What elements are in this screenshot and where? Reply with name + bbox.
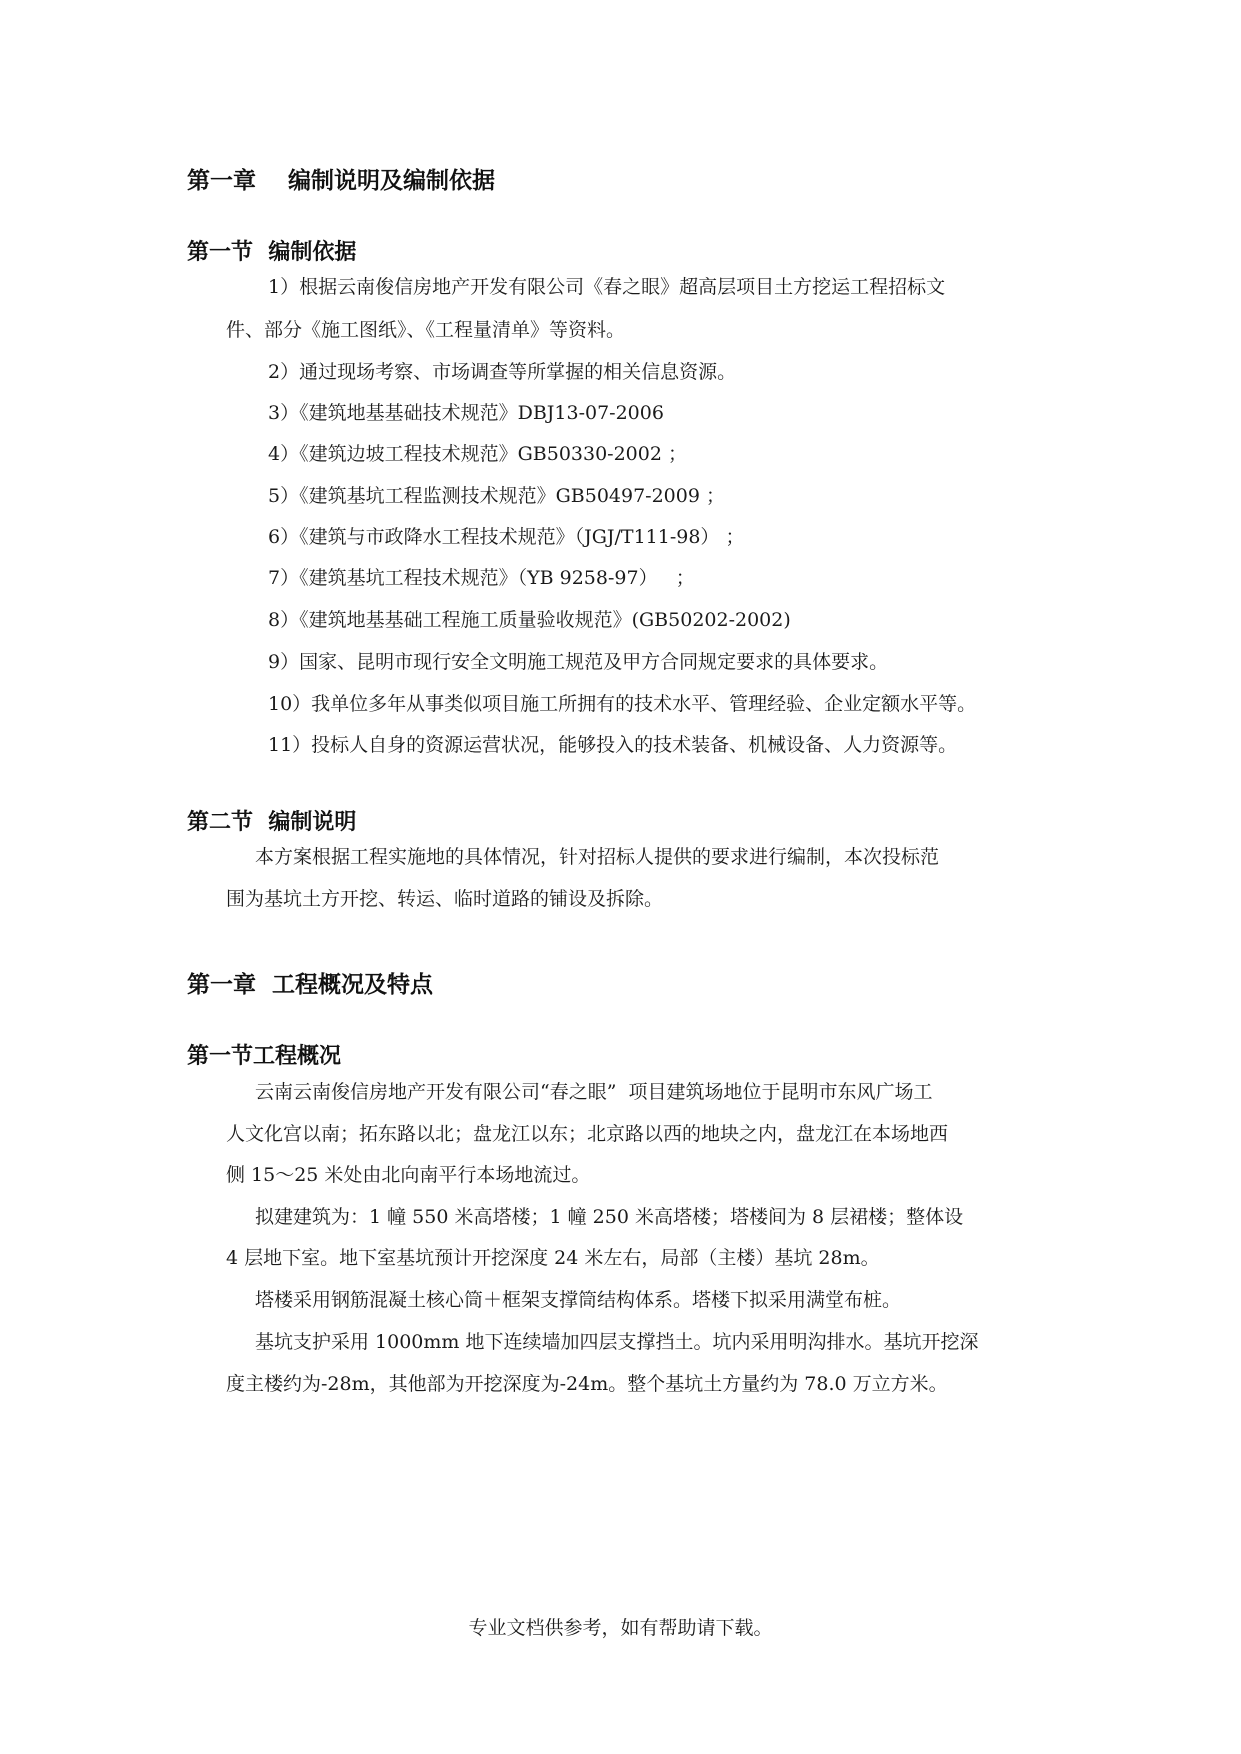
paragraph-line: 1）根据云南俊信房地产开发有限公司《春之眼》超高层项目土方挖运工程招标文 xyxy=(268,276,946,298)
paragraph-line: 件、部分《施工图纸》、《工程量清单》等资料。 xyxy=(226,319,626,341)
section-title: 第一节 编制依据 xyxy=(187,240,357,265)
paragraph-line: 5）《建筑基坑工程监测技术规范》GB50497-2009 ； xyxy=(268,485,725,507)
chapter-title: 第一章 编制说明及编制依据 xyxy=(187,168,496,194)
paragraph-line: 基坑支护采用 1000mm 地下连续墙加四层支撑挡土。坑内采用明沟排水。基坑开挖深 xyxy=(255,1331,979,1353)
section-title: 第二节 编制说明 xyxy=(187,810,357,835)
paragraph-line: 侧 15～25 米处由北向南平行本场地流过。 xyxy=(226,1164,591,1186)
paragraph-line: 云南云南俊信房地产开发有限公司“春之眼” 项目建筑场地位于昆明市东风广场工 xyxy=(255,1081,933,1103)
chapter-title: 第一章 工程概况及特点 xyxy=(187,972,434,998)
paragraph-line: 11）投标人自身的资源运营状况，能够投入的技术装备、机械设备、人力资源等。 xyxy=(268,734,958,756)
page-footer: 专业文档供参考，如有帮助请下载。 xyxy=(468,1617,773,1639)
paragraph-line: 9）国家、昆明市现行安全文明施工规范及甲方合同规定要求的具体要求。 xyxy=(268,651,889,673)
paragraph-line: 拟建建筑为：1 幢 550 米高塔楼；1 幢 250 米高塔楼；塔楼间为 8 层裙楼；整体设 xyxy=(255,1206,964,1228)
paragraph-line: 度主楼约为-28m，其他部为开挖深度为-24m。整个基坑土方量约为 78.0 万立方米。 xyxy=(226,1373,948,1395)
paragraph-line: 人文化宫以南；拓东路以北；盘龙江以东；北京路以西的地块之内，盘龙江在本场地西 xyxy=(226,1123,949,1145)
paragraph-line: 围为基坑土方开挖、转运、临时道路的铺设及拆除。 xyxy=(226,888,664,910)
paragraph-line: 10）我单位多年从事类似项目施工所拥有的技术水平、管理经验、企业定额水平等。 xyxy=(268,693,977,715)
section-title: 第一节工程概况 xyxy=(187,1044,342,1069)
paragraph-line: 塔楼采用钢筋混凝土核心筒＋框架支撑筒结构体系。塔楼下拟采用满堂布桩。 xyxy=(255,1289,902,1311)
paragraph-line: 8）《建筑地基基础工程施工质量验收规范》(GB50202-2002) xyxy=(268,609,791,631)
paragraph-line: 2）通过现场考察、市场调查等所掌握的相关信息资源。 xyxy=(268,361,737,383)
paragraph-line: 本方案根据工程实施地的具体情况，针对招标人提供的要求进行编制，本次投标范 xyxy=(255,846,940,868)
paragraph-line: 4 层地下室。地下室基坑预计开挖深度 24 米左右，局部（主楼）基坑 28m。 xyxy=(226,1247,880,1269)
paragraph-line: 6）《建筑与市政降水工程技术规范》（JGJ/T111-98） ； xyxy=(268,526,745,548)
paragraph-line: 7）《建筑基坑工程技术规范》（YB 9258-97） ； xyxy=(268,567,695,589)
paragraph-line: 4）《建筑边坡工程技术规范》GB50330-2002 ； xyxy=(268,443,687,465)
paragraph-line: 3）《建筑地基基础技术规范》DBJ13-07-2006 xyxy=(268,402,664,424)
